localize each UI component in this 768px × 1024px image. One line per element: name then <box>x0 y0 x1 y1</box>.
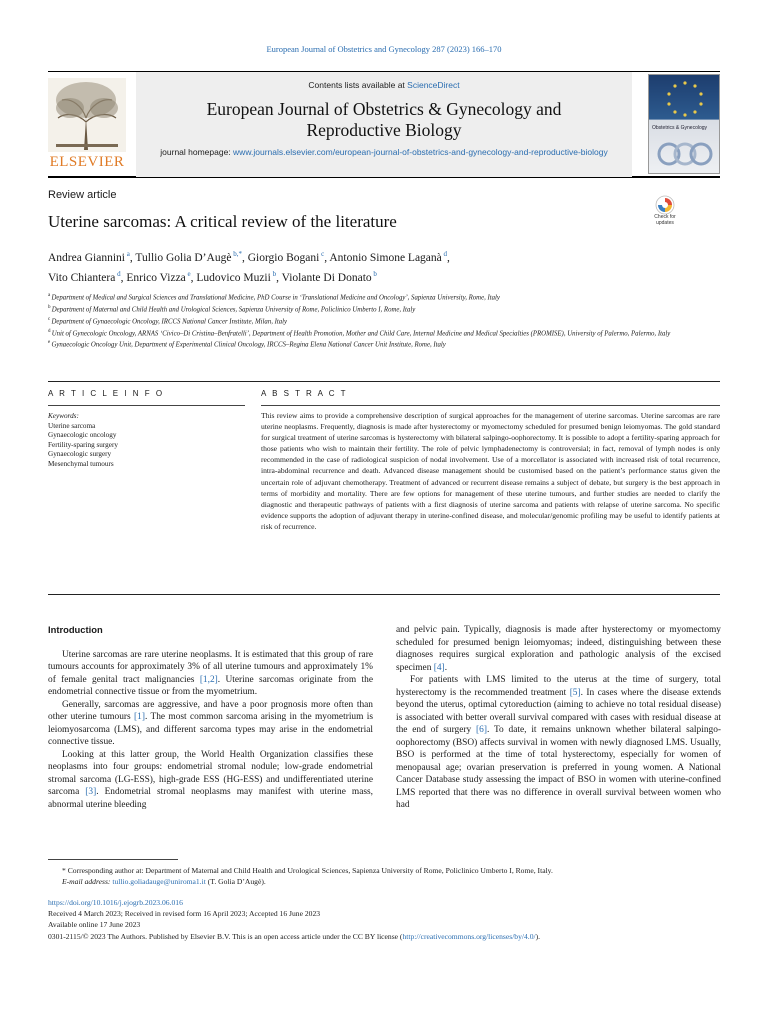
journal-cover-thumbnail[interactable] <box>648 74 720 174</box>
eu-stars-icon <box>649 75 720 121</box>
affiliation-key: d <box>48 328 52 334</box>
affiliation-item <box>48 327 720 339</box>
doi-link[interactable]: https://doi.org/10.1016/j.ejogrb.2023.06.016 <box>48 898 183 907</box>
citation-link[interactable]: [1,2] <box>199 674 218 685</box>
abstract-rule <box>261 405 720 406</box>
citation-link[interactable]: [6] <box>476 725 487 735</box>
affiliation-key: a <box>48 293 52 298</box>
author-separator: , <box>120 271 127 284</box>
citation-link[interactable]: [3] <box>85 787 97 797</box>
author-name[interactable]: Violante Di Donato <box>281 271 372 284</box>
author-affiliation-marker[interactable]: b <box>270 269 277 278</box>
author-name[interactable]: Giorgio Bogani <box>247 251 320 264</box>
journal-name-line2: Reproductive Biology <box>306 120 462 140</box>
affiliation-item <box>48 303 720 315</box>
check-updates-icon <box>655 195 675 215</box>
section-divider-top <box>48 381 720 382</box>
check-for-updates-badge[interactable] <box>648 195 682 229</box>
footnote-rule <box>48 859 178 860</box>
body-column-left <box>48 624 373 811</box>
body-paragraph: Uterine sarcomas are rare uterine neoplasms. It is estimated that this group of rare tumours accounts for approximately 3% of all uterine tumours and approximately 1% of female genital tract malignancies [1,2]. Uterine sarcomas originate from the endometrial connective tissue or from the myometrium. <box>48 649 373 697</box>
author-affiliation-marker[interactable]: b,* <box>231 250 242 258</box>
author-separator: , <box>190 271 197 284</box>
author-affiliation-marker[interactable]: c <box>319 250 325 258</box>
license-line: 0301-2115/© 2023 The Authors. Published by Elsevier B.V. This is an open access article under the CC BY license (http://creativecommons.org/licenses/by/4.0/). <box>48 931 541 941</box>
abstract-text: This review aims to provide a comprehensive description of surgical approaches for the management of uterine sarcomas. Uterine sarcomas are rare uterine neoplasms. Frequently, diagnosis is made after hysterectomy or myomectomy scheduled for presumed benign leiomyomas. The gold standard for surgical treatment of uterine sarcomas is hysterectomy with bilateral salpingo-oophorectomy. It is possible to adopt a fertility-sparing approach for those patients who wish to maintain their fertility. The role of pelvic lymphadenectomy is controversial; in fact, removal of lymph nodes is only recommended in the case of radiological suspicion of nodal involvement. Use of a morcellator is associated with increased risk of total recurrence, intra-abdominal recurrence and death. Advanced disease management should be customised based on the patient’s performance status given the uncertain role of adjuvant chemotherapy. Treatment of advanced or recurrent disease remains a subject of debate, but surgery is the best approach in terms of morbidity and mortality. There are few options for management of these uterine tumours, and further studies are needed to clarify the diagnostic and therapeutic pathways of patients with a first diagnosis of uterine sarcoma and patients with relapse of uterine sarcoma. No specific evidence supports the adoption of adjuvant therapy in uterine-confined disease, and molecular/genomic profiling may be useful to identify patients at risk of recurrence. <box>261 411 720 531</box>
abstract-heading: A B S T R A C T <box>261 389 348 398</box>
author-affiliation-marker[interactable]: d <box>115 269 121 278</box>
footnotes <box>48 865 720 887</box>
journal-masthead <box>48 71 720 178</box>
sciencedirect-link[interactable]: ScienceDirect <box>407 80 460 90</box>
author-separator: , <box>447 251 450 264</box>
body-paragraph: and pelvic pain. Typically, diagnosis is made after hysterectomy or myomectomy scheduled for presumed benign leiomyomas; indeed, distinguishing between these diagnoses requires surgical exploration and pathologic analysis of the excised specimen [4]. <box>396 625 721 673</box>
corresponding-author-note: * Corresponding author at: Department of Maternal and Child Health and Urological Sciences, Sapienza University of Rome, Policlinico Umberto I, Rome, Italy. <box>62 866 553 875</box>
abstract-bottom-rule <box>48 594 720 595</box>
author-affiliation-marker[interactable]: a <box>124 250 130 258</box>
masthead-center <box>136 72 632 177</box>
author-separator: , <box>324 251 330 264</box>
keyword-item: Uterine sarcoma <box>48 421 96 430</box>
journal-name[interactable] <box>136 99 632 141</box>
body-paragraph: Generally, sarcomas are aggressive, and have a poor prognosis more often than other uterine tumours [1]. The most common sarcoma arising in the myometrium is leiomyosarcoma (LMS), and different sarcoma types may arise in the endometrial connective tissue. <box>48 699 373 747</box>
available-online: Available online 17 June 2023 <box>48 920 141 930</box>
license-link[interactable]: http://creativecommons.org/licenses/by/4.0/ <box>402 931 536 941</box>
keyword-item: Gynaecologic surgery <box>48 450 112 458</box>
affiliation-text: Unit of Gynecologic Oncology, ARNAS ‘Civico–Di Cristina–Benfratelli’, Department of Health Promotion, Mother and Child Care, Internal Medicine and Medical Specialties (PROMISE), University of Palermo, Palermo, Italy <box>51 329 671 337</box>
author-separator: , <box>129 251 136 264</box>
body-column-right <box>396 624 721 812</box>
homepage-label: journal homepage: <box>160 147 234 157</box>
affiliations <box>48 291 720 350</box>
affiliation-item <box>48 291 720 303</box>
affiliation-text: Department of Gynaecologic Oncology, IRCCS National Cancer Institute, Milan, Italy <box>51 317 288 325</box>
cover-logo-icon <box>657 139 713 169</box>
author-name[interactable]: Vito Chiantera <box>48 271 116 284</box>
journal-homepage <box>136 147 632 158</box>
affiliation-item <box>48 315 720 327</box>
affiliation-item <box>48 338 720 350</box>
author-name[interactable]: Antonio Simone Laganà <box>329 251 442 264</box>
authors-line2 <box>48 266 668 286</box>
author-name[interactable]: Andrea Giannini <box>48 251 125 264</box>
affiliation-text: Department of Maternal and Child Health and Urological Sciences, Sapienza University of Rome, Policlinico Umberto I, Rome, Italy <box>51 306 416 314</box>
cover-title: Obstetrics & Gynecology <box>652 125 708 131</box>
affiliation-text: Department of Medical and Surgical Sciences and Translational Medicine, PhD Course in ‘Translational Medicine and Oncology’, Sapienza University, Rome, Italy <box>51 294 500 302</box>
journal-name-line1: European Journal of Obstetrics & Gynecology and <box>206 99 562 119</box>
elsevier-wordmark: ELSEVIER <box>49 154 125 170</box>
affiliation-key: e <box>48 340 52 346</box>
keyword-item: Mesenchymal tumours <box>48 459 114 468</box>
publication-info <box>48 897 728 942</box>
citation-link[interactable]: [5] <box>569 687 581 698</box>
author-affiliation-marker[interactable]: d <box>441 250 448 258</box>
author-list <box>48 246 668 286</box>
keywords-label: Keywords: <box>48 412 79 420</box>
elsevier-logo[interactable] <box>48 78 126 172</box>
author-affiliation-marker[interactable]: b <box>371 269 377 278</box>
body-paragraph: Looking at this latter group, the World Health Organization classifies these neoplasms into four groups: endometrial stromal nodule; low-grade endometrial stromal sarcoma (LG-ESS), high-grade ESS (HG-ESS) and undifferentiated uterine sarcoma [3]. Endometrial stromal neoplasms may manifest with uterine mass, abnormal uterine bleeding <box>48 749 374 810</box>
affiliation-text: Gynaecologic Oncology Unit, Department of Experimental Clinical Oncology, IRCCS–Regina Elena National Cancer Unit Institute, Rome, Italy <box>51 341 446 349</box>
article-type: Review article <box>48 189 117 201</box>
running-head[interactable]: European Journal of Obstetrics and Gynecology 287 (2023) 166–170 <box>266 44 502 54</box>
introduction-heading: Introduction <box>48 624 103 635</box>
elsevier-tree-icon <box>48 78 126 152</box>
email-link[interactable]: tullio.goliadauge@uniroma1.it <box>112 877 206 887</box>
body-paragraph: For patients with LMS limited to the uterus at the time of surgery, total hysterectomy is the recommended treatment [5]. In cases where the disease extends beyond the uterus, optimal cytoreduction (aiming to achieve no total residual disease) is associated with better overall survival compared with cases with residual disease at the end of surgery [6]. To date, it remains unknown whether bilateral salpingo-oophorectomy (BSO) affects survival in women with newly diagnosed LMS. Usually, BSO is performed at the time of total hysterectomy, especially for women of menopausal age; ovarian preservation is preferred in young women. A National Cancer Database study assessing the impact of BSO in women with uterine-confined LMS reported that there was no difference in overall survival between women who had <box>396 675 721 810</box>
affiliation-key: b <box>48 304 52 310</box>
keyword-item: Fertility-sparing surgery <box>48 440 118 449</box>
citation-link[interactable]: [1] <box>134 712 145 722</box>
keywords-list <box>48 412 245 469</box>
email-line: E-mail address: tullio.goliadauge@uniroma1.it (T. Golia D’Augè). <box>62 877 266 887</box>
received-dates: Received 4 March 2023; Received in revised form 16 April 2023; Accepted 16 June 2023 <box>48 909 321 919</box>
contents-line <box>136 72 632 90</box>
author-separator: , <box>241 251 248 264</box>
affiliation-key: c <box>48 316 52 322</box>
author-name[interactable]: Tullio Golia D’Augè <box>135 251 232 264</box>
author-affiliation-marker[interactable]: e <box>185 269 191 278</box>
article-title: Uterine sarcomas: A critical review of the literature <box>48 212 397 231</box>
citation-link[interactable]: [4] <box>433 662 445 673</box>
homepage-link[interactable]: www.journals.elsevier.com/european-journal-of-obstetrics-and-gynecology-and-reproductive-biology <box>233 147 608 157</box>
author-separator: , <box>276 271 282 284</box>
authors-line1 <box>48 246 668 266</box>
contents-prefix: Contents lists available at <box>308 80 408 90</box>
check-updates-label: Check for updates <box>654 214 676 226</box>
author-name[interactable]: Ludovico Muzii <box>196 271 271 284</box>
author-name[interactable]: Enrico Vizza <box>126 271 186 284</box>
keyword-item: Gynaecologic oncology <box>48 431 117 439</box>
article-info-rule <box>48 405 245 406</box>
article-info-heading: A R T I C L E I N F O <box>48 389 165 398</box>
